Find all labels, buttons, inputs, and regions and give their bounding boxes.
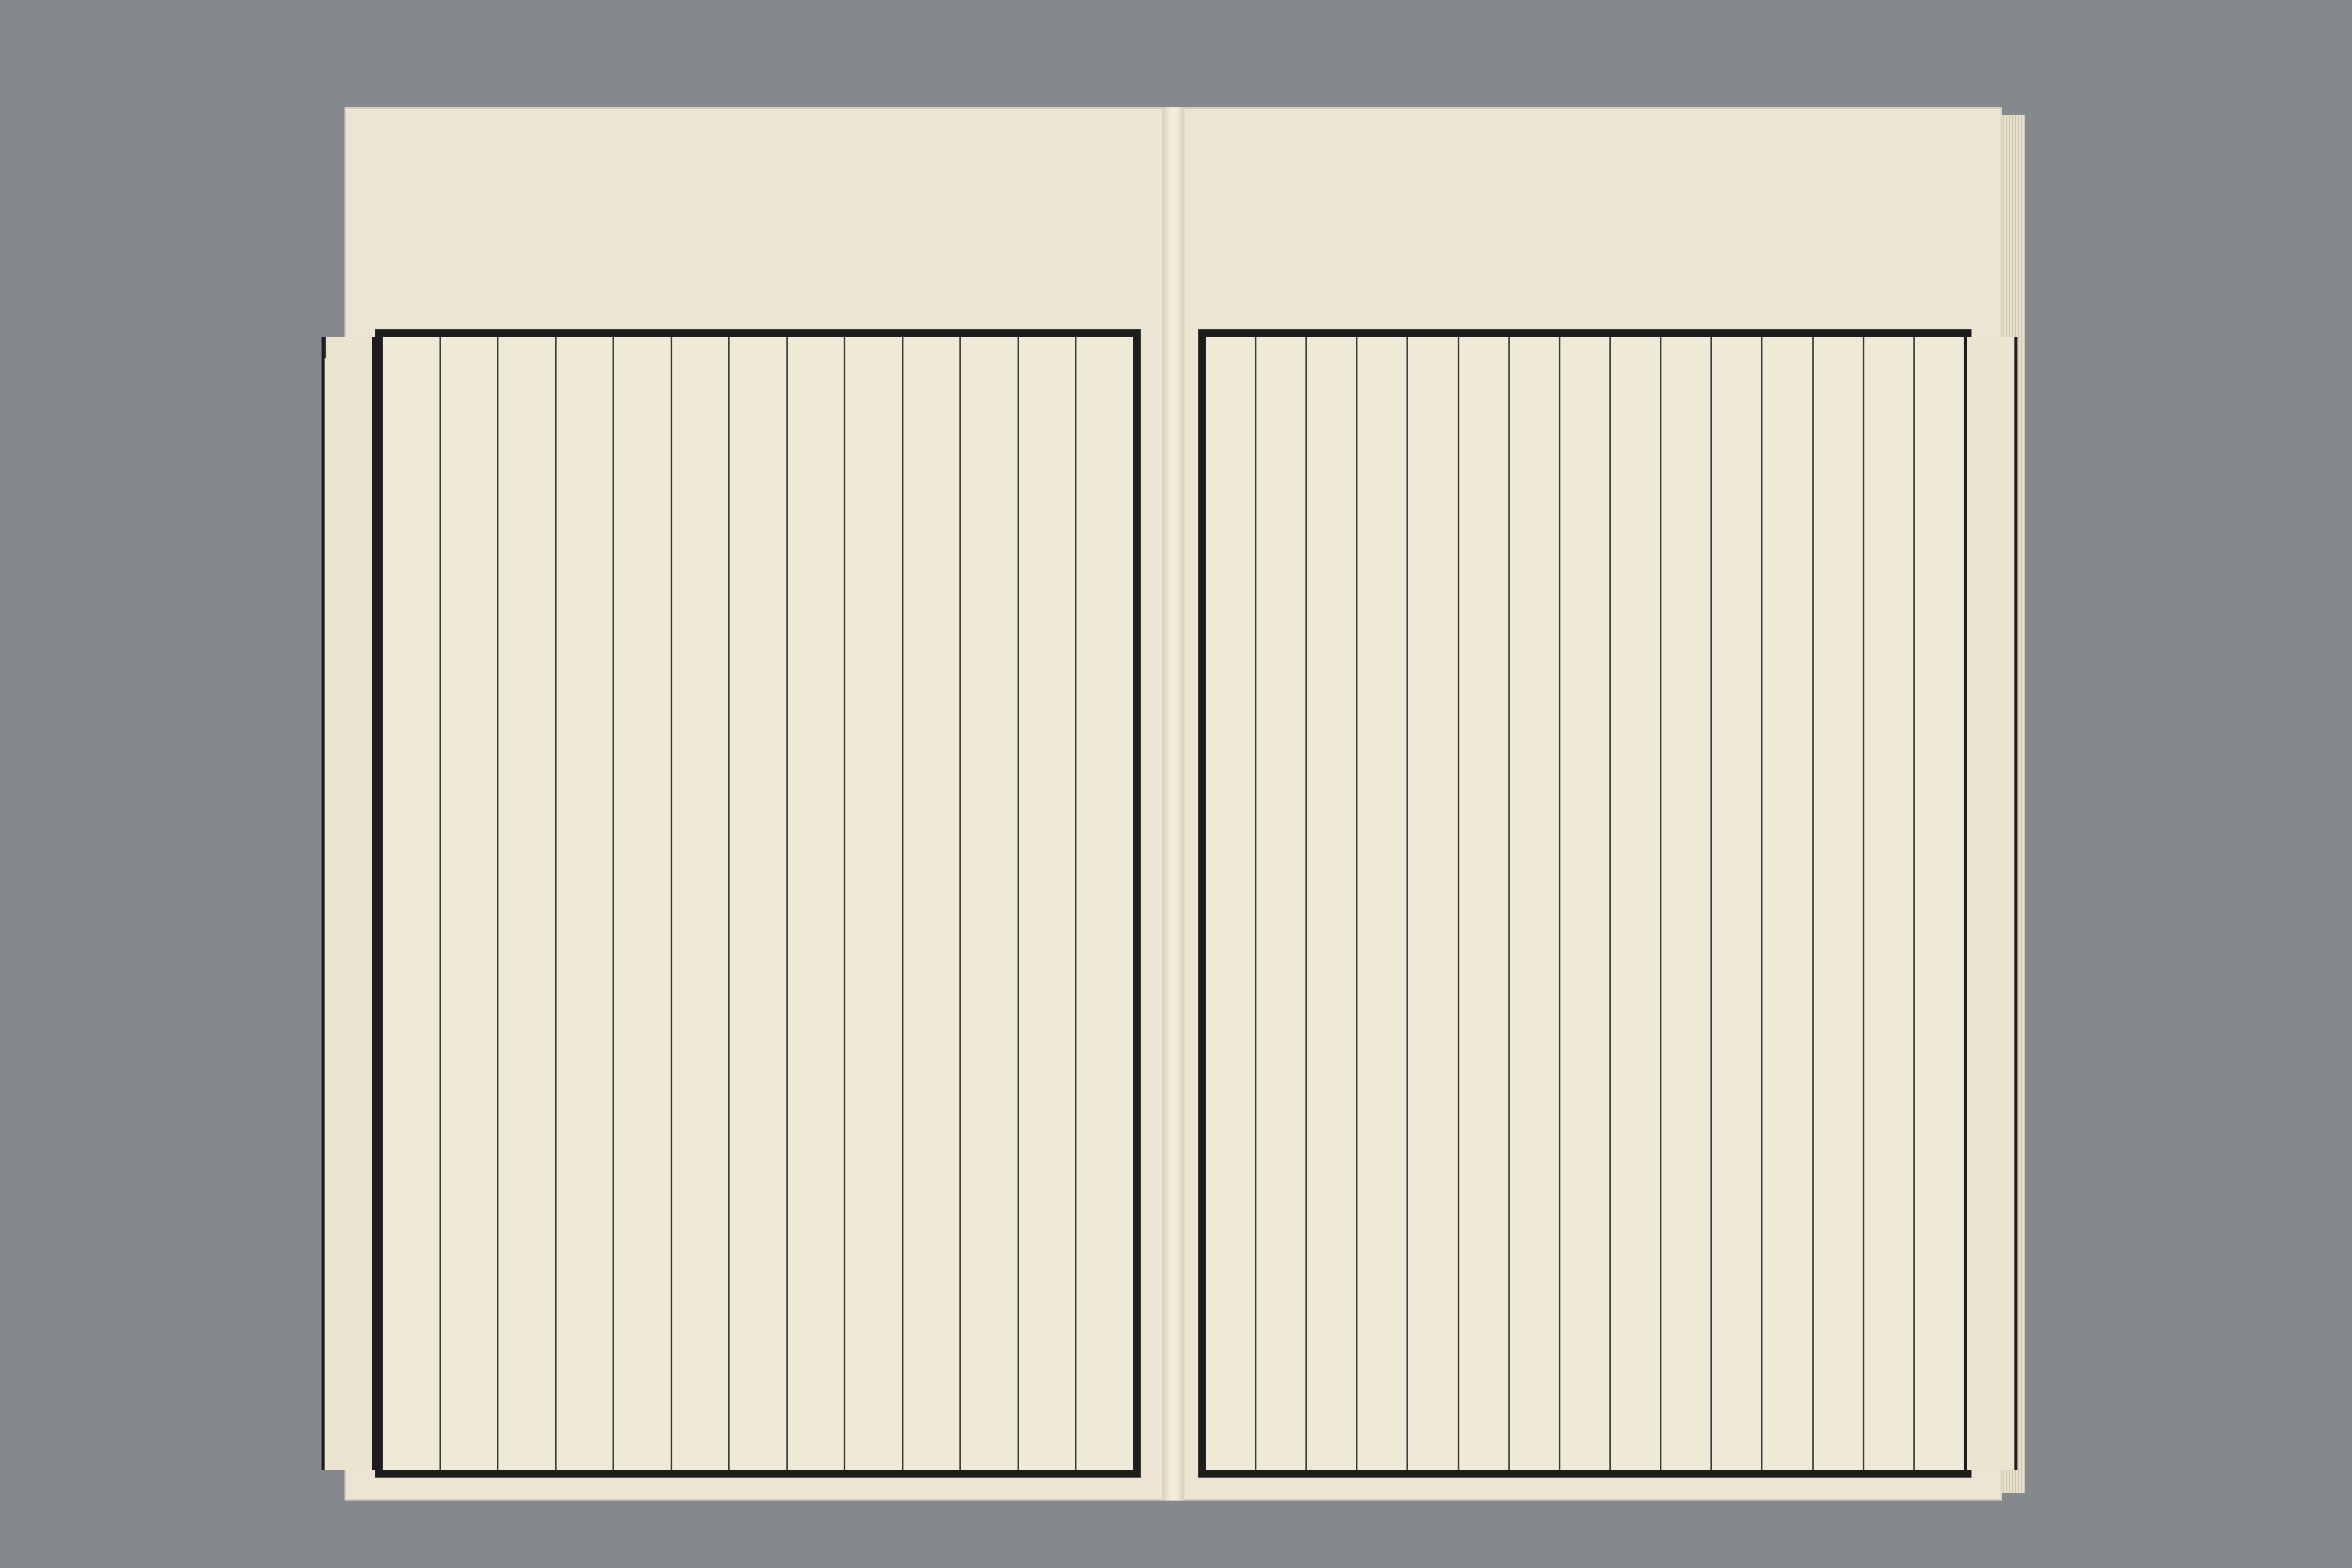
text-column [1305, 337, 1356, 1470]
text-column [1255, 337, 1305, 1470]
text-column [1761, 337, 1811, 1470]
text-column [1863, 337, 1913, 1470]
text-column [959, 337, 1018, 1470]
text-column [786, 337, 844, 1470]
text-column [439, 337, 498, 1470]
text-column [844, 337, 902, 1470]
text-column [497, 337, 555, 1470]
text-column [1406, 337, 1457, 1470]
text-column [383, 337, 439, 1470]
text-column [1356, 337, 1406, 1470]
left-margin-strip [322, 337, 375, 1470]
text-column [1660, 337, 1710, 1470]
text-column [1458, 337, 1508, 1470]
right-margin-strip [1964, 337, 2017, 1470]
text-column [1710, 337, 1761, 1470]
left-page [345, 107, 1164, 1501]
right-page [1183, 107, 2002, 1501]
text-column [1609, 337, 1660, 1470]
text-column [1508, 337, 1559, 1470]
text-column [1018, 337, 1076, 1470]
text-column [902, 337, 960, 1470]
margin-title [325, 337, 326, 358]
text-column [1075, 337, 1133, 1470]
text-column [671, 337, 729, 1470]
text-column [1559, 337, 1609, 1470]
text-column [612, 337, 671, 1470]
left-text-frame [375, 329, 1141, 1478]
text-column [1812, 337, 1863, 1470]
right-text-frame [1198, 329, 1971, 1478]
text-column [555, 337, 613, 1470]
text-column [1206, 337, 1255, 1470]
text-column [728, 337, 786, 1470]
text-column [1913, 337, 1964, 1470]
